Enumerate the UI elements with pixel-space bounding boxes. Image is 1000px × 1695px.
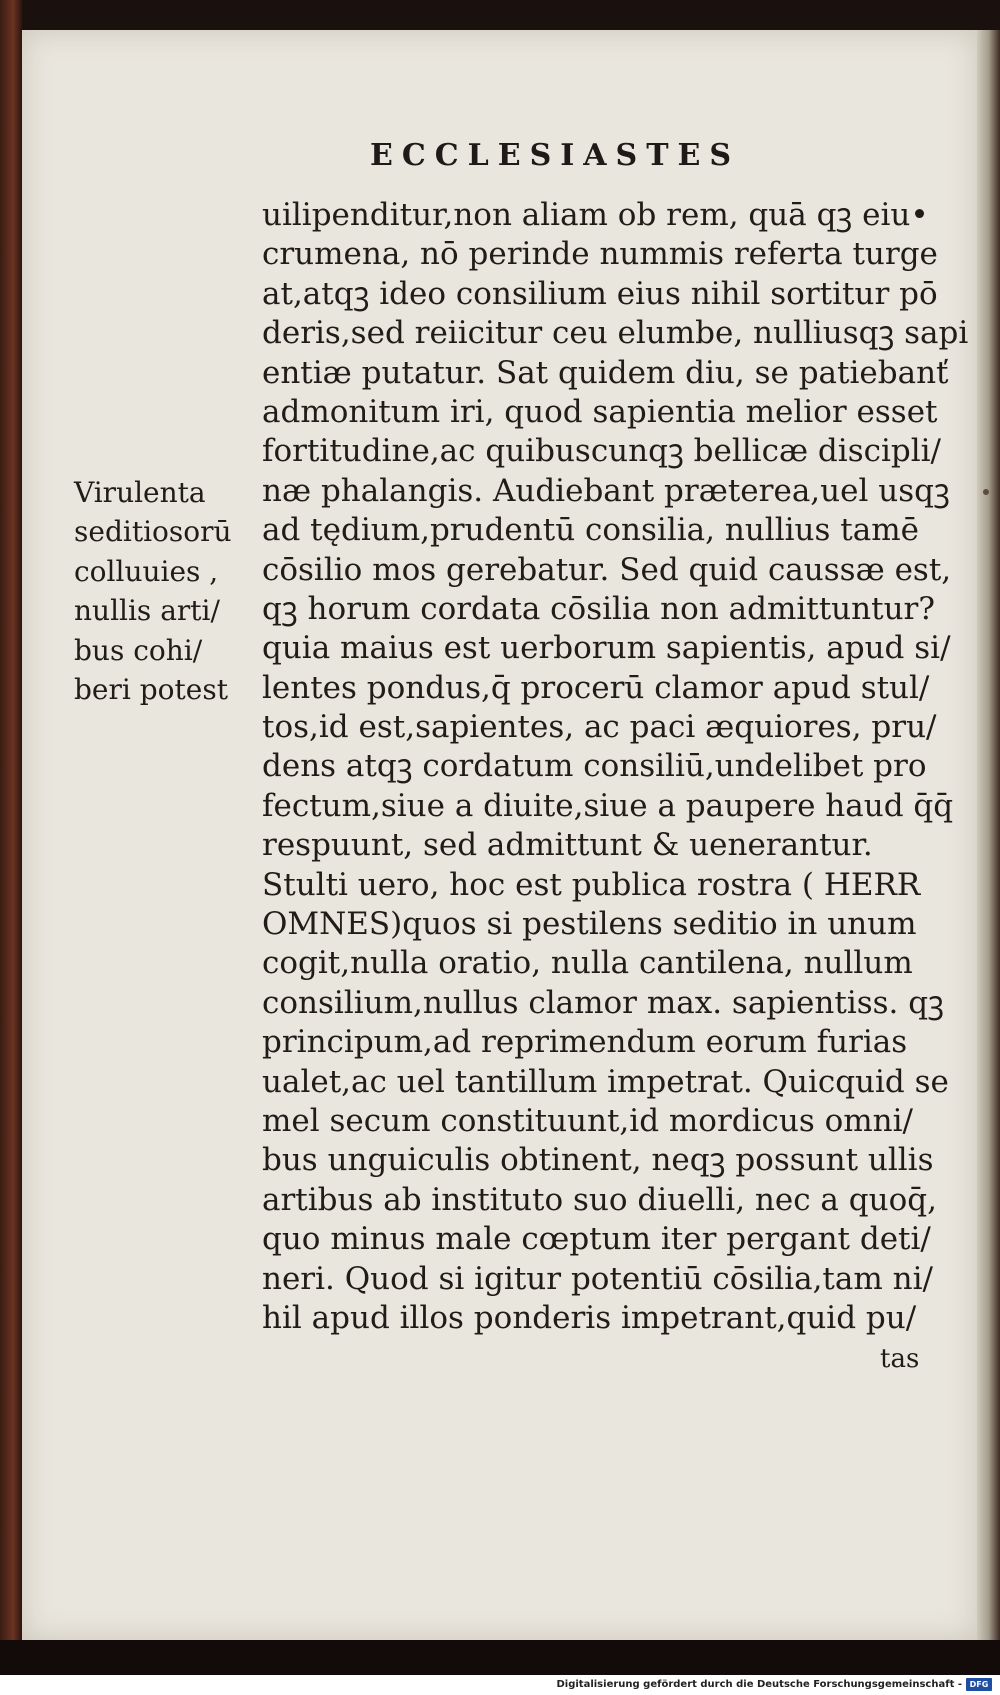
body-line: entiæ putatur. Sat quidem diu, se patiebanť [262,354,949,391]
body-line: artibus ab instituto suo diuelli, nec a quoq̄, [262,1181,937,1218]
body-line: cōsilio mos gerebatur. Sed quid caussæ est, [262,551,952,588]
margin-note-line: bus cohi∕ [74,633,203,667]
catchword: tas [880,1344,920,1374]
body-line: crumena, nō perinde nummis referta turge [262,236,938,273]
body-line: respuunt, sed admittunt & uenerantur. [262,827,873,864]
body-line: at,atqꝫ ideo consilium eius nihil sortitur pō [262,275,938,312]
dfg-logo: DFG [966,1678,992,1691]
body-line: ad tędium,prudentū consilia, nullius tamē [262,512,919,549]
scan-bottom-band [0,1640,1000,1675]
body-line: lentes pondus,q̄ procerū clamor apud stul∕ [262,669,930,706]
body-line: quo minus male cœptum iter pergant deti∕ [262,1221,931,1258]
body-line: admonitum iri, quod sapientia melior esset [262,393,938,430]
page-edge-right [977,30,1000,1640]
body-text-block [262,196,969,1338]
margin-note-line: nullis arti∕ [74,594,220,628]
ink-dot [983,489,989,495]
margin-note-line: beri potest [74,672,228,706]
body-line: ualet,ac uel tantillum impetrat. Quicquid se [262,1063,949,1100]
body-line: fortitudine,ac quibuscunqꝫ bellicæ discipli∕ [262,433,941,470]
body-line: consilium,nullus clamor max. sapientiss. qꝫ [262,984,944,1021]
body-line: bus unguiculis obtinent, neqꝫ possunt ullis [262,1142,934,1179]
body-line: næ phalangis. Audiebant præterea,uel usqꝫ [262,472,950,509]
body-line: neri. Quod si igitur potentiū cōsilia,tam ni∕ [262,1260,933,1297]
margin-note-line: seditiosorū [74,515,232,549]
body-line: uilipenditur,non aliam ob rem, quā qꝫ eiu• [262,197,929,233]
body-line: deris,sed reiicitur ceu elumbe, nulliusqꝫ sapi [262,315,969,352]
body-line: Stulti uero, hoc est publica rostra ( HERR [262,866,921,903]
body-line: dens atqꝫ cordatum consiliū,undelibet pro [262,748,927,785]
digitization-credit: Digitalisierung gefördert durch die Deutsche Forschungsgemeinschaft - [556,1679,962,1690]
body-line: hil apud illos ponderis impetrant,quid pu∕ [262,1299,917,1336]
body-line: cogit,nulla oratio, nulla cantilena, nullum [262,945,913,982]
body-line: qꝫ horum cordata cōsilia non admittuntur? [262,590,935,627]
body-line: mel secum constituunt,id mordicus omni∕ [262,1102,913,1139]
margin-note-line: Virulenta [74,476,206,509]
body-line: OMNES)quos si pestilens seditio in unum [262,906,917,943]
body-line: quia maius est uerborum sapientis, apud si∕ [262,630,951,667]
body-line: tos,id est,sapientes, ac paci æquiores, pru∕ [262,709,937,746]
marginal-note [74,473,254,709]
body-line: principum,ad reprimendum eorum furias [262,1024,908,1061]
body-line: fectum,siue a diuite,siue a paupere haud q̄q̄ [262,787,954,824]
margin-note-line: colluuies , [74,554,219,588]
binding-left-edge [0,0,22,1695]
running-head: ECCLESIASTES [370,138,741,173]
